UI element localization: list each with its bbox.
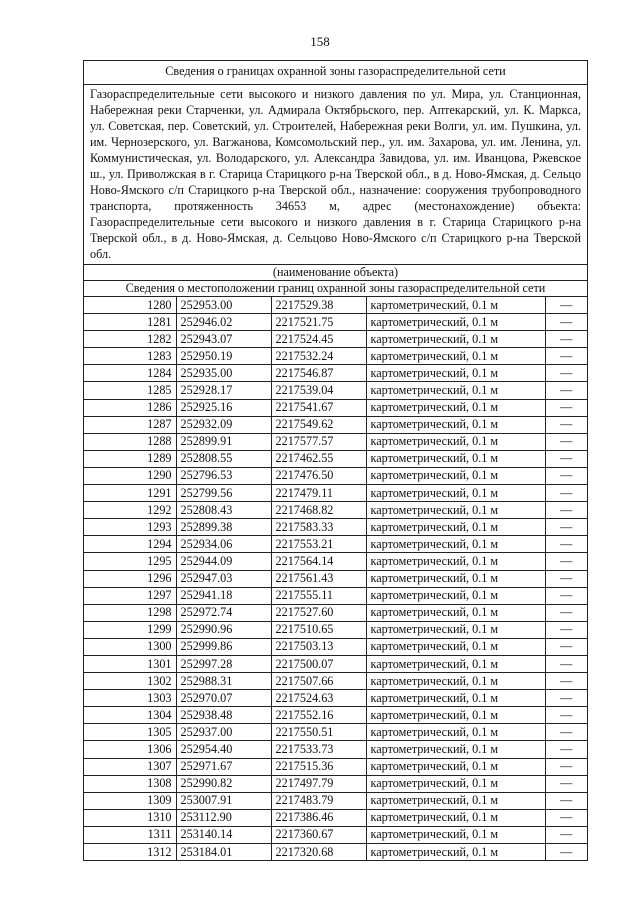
method-cell: картометрический, 0.1 м xyxy=(366,724,545,741)
point-number-cell: 1298 xyxy=(84,604,176,621)
x-coordinate-cell: 252947.03 xyxy=(176,570,271,587)
x-coordinate-cell: 252941.18 xyxy=(176,587,271,604)
table-row xyxy=(84,433,587,450)
note-cell: — xyxy=(545,467,587,484)
method-cell: картометрический, 0.1 м xyxy=(366,365,545,382)
x-coordinate-cell: 252796.53 xyxy=(176,467,271,484)
table-row xyxy=(84,587,587,604)
note-cell: — xyxy=(545,844,587,861)
note-cell: — xyxy=(545,536,587,553)
x-coordinate-cell: 252808.43 xyxy=(176,502,271,519)
method-cell: картометрический, 0.1 м xyxy=(366,450,545,467)
x-coordinate-cell: 252990.82 xyxy=(176,775,271,792)
note-cell: — xyxy=(545,348,587,365)
table-row xyxy=(84,348,587,365)
point-number-cell: 1304 xyxy=(84,707,176,724)
table-row xyxy=(84,450,587,467)
note-cell: — xyxy=(545,741,587,758)
table-row xyxy=(84,416,587,433)
table-row xyxy=(84,519,587,536)
y-coordinate-cell: 2217476.50 xyxy=(271,467,366,484)
x-coordinate-cell: 252808.55 xyxy=(176,450,271,467)
method-cell: картометрический, 0.1 м xyxy=(366,826,545,843)
note-cell: — xyxy=(545,587,587,604)
x-coordinate-cell: 252934.06 xyxy=(176,536,271,553)
table-row xyxy=(84,707,587,724)
y-coordinate-cell: 2217524.45 xyxy=(271,331,366,348)
y-coordinate-cell: 2217483.79 xyxy=(271,792,366,809)
note-cell: — xyxy=(545,519,587,536)
x-coordinate-cell: 252799.56 xyxy=(176,485,271,502)
point-number-cell: 1293 xyxy=(84,519,176,536)
table-row xyxy=(84,638,587,655)
protection-zone-document xyxy=(83,60,588,861)
x-coordinate-cell: 252950.19 xyxy=(176,348,271,365)
x-coordinate-cell: 252946.02 xyxy=(176,314,271,331)
point-number-cell: 1310 xyxy=(84,809,176,826)
method-cell: картометрический, 0.1 м xyxy=(366,707,545,724)
method-cell: картометрический, 0.1 м xyxy=(366,638,545,655)
y-coordinate-cell: 2217564.14 xyxy=(271,553,366,570)
note-cell: — xyxy=(545,365,587,382)
method-cell: картометрический, 0.1 м xyxy=(366,587,545,604)
table-row xyxy=(84,724,587,741)
table-row xyxy=(84,536,587,553)
note-cell: — xyxy=(545,604,587,621)
note-cell: — xyxy=(545,826,587,843)
y-coordinate-cell: 2217479.11 xyxy=(271,485,366,502)
method-cell: картометрический, 0.1 м xyxy=(366,844,545,861)
y-coordinate-cell: 2217500.07 xyxy=(271,655,366,672)
x-coordinate-cell: 252899.38 xyxy=(176,519,271,536)
point-number-cell: 1306 xyxy=(84,741,176,758)
method-cell: картометрический, 0.1 м xyxy=(366,621,545,638)
method-cell: картометрический, 0.1 м xyxy=(366,502,545,519)
note-cell: — xyxy=(545,673,587,690)
table-row xyxy=(84,826,587,843)
note-cell: — xyxy=(545,690,587,707)
point-number-cell: 1312 xyxy=(84,844,176,861)
y-coordinate-cell: 2217521.75 xyxy=(271,314,366,331)
point-number-cell: 1290 xyxy=(84,467,176,484)
note-cell: — xyxy=(545,297,587,314)
method-cell: картометрический, 0.1 м xyxy=(366,775,545,792)
y-coordinate-cell: 2217497.79 xyxy=(271,775,366,792)
x-coordinate-cell: 252899.91 xyxy=(176,433,271,450)
table-row xyxy=(84,365,587,382)
y-coordinate-cell: 2217360.67 xyxy=(271,826,366,843)
note-cell: — xyxy=(545,621,587,638)
x-coordinate-cell: 252938.48 xyxy=(176,707,271,724)
note-cell: — xyxy=(545,416,587,433)
note-cell: — xyxy=(545,553,587,570)
point-number-cell: 1297 xyxy=(84,587,176,604)
table-row xyxy=(84,809,587,826)
x-coordinate-cell: 252925.16 xyxy=(176,399,271,416)
y-coordinate-cell: 2217507.66 xyxy=(271,673,366,690)
note-cell: — xyxy=(545,382,587,399)
note-cell: — xyxy=(545,502,587,519)
point-number-cell: 1294 xyxy=(84,536,176,553)
table-row xyxy=(84,844,587,861)
method-cell: картометрический, 0.1 м xyxy=(366,741,545,758)
y-coordinate-cell: 2217503.13 xyxy=(271,638,366,655)
point-number-cell: 1311 xyxy=(84,826,176,843)
y-coordinate-cell: 2217524.63 xyxy=(271,690,366,707)
method-cell: картометрический, 0.1 м xyxy=(366,519,545,536)
note-cell: — xyxy=(545,314,587,331)
x-coordinate-cell: 252937.00 xyxy=(176,724,271,741)
point-number-cell: 1288 xyxy=(84,433,176,450)
y-coordinate-cell: 2217561.43 xyxy=(271,570,366,587)
method-cell: картометрический, 0.1 м xyxy=(366,382,545,399)
y-coordinate-cell: 2217552.16 xyxy=(271,707,366,724)
x-coordinate-cell: 252932.09 xyxy=(176,416,271,433)
x-coordinate-cell: 252972.74 xyxy=(176,604,271,621)
point-number-cell: 1303 xyxy=(84,690,176,707)
x-coordinate-cell: 252935.00 xyxy=(176,365,271,382)
point-number-cell: 1305 xyxy=(84,724,176,741)
method-cell: картометрический, 0.1 м xyxy=(366,604,545,621)
y-coordinate-cell: 2217533.73 xyxy=(271,741,366,758)
x-coordinate-cell: 252954.40 xyxy=(176,741,271,758)
x-coordinate-cell: 252990.96 xyxy=(176,621,271,638)
table-row xyxy=(84,314,587,331)
point-number-cell: 1301 xyxy=(84,655,176,672)
point-number-cell: 1286 xyxy=(84,399,176,416)
coordinates-table xyxy=(84,296,587,860)
x-coordinate-cell: 253140.14 xyxy=(176,826,271,843)
table-row xyxy=(84,570,587,587)
method-cell: картометрический, 0.1 м xyxy=(366,467,545,484)
x-coordinate-cell: 252999.86 xyxy=(176,638,271,655)
point-number-cell: 1284 xyxy=(84,365,176,382)
table-row xyxy=(84,331,587,348)
y-coordinate-cell: 2217577.57 xyxy=(271,433,366,450)
x-coordinate-cell: 253184.01 xyxy=(176,844,271,861)
table-row xyxy=(84,621,587,638)
method-cell: картометрический, 0.1 м xyxy=(366,331,545,348)
note-cell: — xyxy=(545,570,587,587)
note-cell: — xyxy=(545,433,587,450)
table-row xyxy=(84,604,587,621)
table-row xyxy=(84,297,587,314)
point-number-cell: 1296 xyxy=(84,570,176,587)
y-coordinate-cell: 2217527.60 xyxy=(271,604,366,621)
table-row xyxy=(84,758,587,775)
y-coordinate-cell: 2217320.68 xyxy=(271,844,366,861)
note-cell: — xyxy=(545,638,587,655)
method-cell: картометрический, 0.1 м xyxy=(366,553,545,570)
object-description: Газораспределительные сети высокого и низкого давления по ул. Мира, ул. Станционная, Набережная реки Старченки, ул. Адмирала Октябрьского, пер. Аптекарский, ул. К. Маркса, ул. Советская, пер. Советский, ул. Строителей, Набережная реки Волги, ул. им. Пушкина, ул. им. Чернозерского, ул. Вагжанова, Комсомольский пер., ул. им. Захарова, ул. им. Ленина, ул. Коммунистическая, ул. Володарского, ул. Александра Завидова, ул. им. Иванцова, Ржевское ш., ул. Приволжская в г. Старица Старицкого р-на Тверской обл., в д. Ново-Ямская, д. Сельцо Ново-Ямского с/п Старицкого р-на Тверской обл., назначение: сооружения трубопроводного транспорта, протяженность 34653 м, адрес (местонахождение) объекта: Газораспределительные сети высокого и низкого давления в г. Старица Старицкого р-на Тверской обл., в д. Ново-Ямская, д. Сельцово Ново-Ямского с/п Старицкого р-на Тверской обл. xyxy=(84,85,587,265)
y-coordinate-cell: 2217555.11 xyxy=(271,587,366,604)
point-number-cell: 1287 xyxy=(84,416,176,433)
y-coordinate-cell: 2217462.55 xyxy=(271,450,366,467)
y-coordinate-cell: 2217468.82 xyxy=(271,502,366,519)
object-caption: (наименование объекта) xyxy=(84,265,587,281)
x-coordinate-cell: 252928.17 xyxy=(176,382,271,399)
table-row xyxy=(84,775,587,792)
method-cell: картометрический, 0.1 м xyxy=(366,792,545,809)
note-cell: — xyxy=(545,399,587,416)
point-number-cell: 1292 xyxy=(84,502,176,519)
point-number-cell: 1285 xyxy=(84,382,176,399)
method-cell: картометрический, 0.1 м xyxy=(366,348,545,365)
page-number: 158 xyxy=(310,34,330,49)
document-title: Сведения о границах охранной зоны газораспределительной сети xyxy=(84,61,587,85)
table-row xyxy=(84,655,587,672)
x-coordinate-cell: 252943.07 xyxy=(176,331,271,348)
note-cell: — xyxy=(545,485,587,502)
note-cell: — xyxy=(545,792,587,809)
point-number-cell: 1300 xyxy=(84,638,176,655)
method-cell: картометрический, 0.1 м xyxy=(366,416,545,433)
point-number-cell: 1281 xyxy=(84,314,176,331)
note-cell: — xyxy=(545,450,587,467)
location-section-title: Сведения о местоположении границ охранной зоны газораспределительной сети xyxy=(125,281,546,295)
table-row xyxy=(84,399,587,416)
note-cell: — xyxy=(545,758,587,775)
y-coordinate-cell: 2217553.21 xyxy=(271,536,366,553)
method-cell: картометрический, 0.1 м xyxy=(366,655,545,672)
x-coordinate-cell: 252997.28 xyxy=(176,655,271,672)
point-number-cell: 1308 xyxy=(84,775,176,792)
method-cell: картометрический, 0.1 м xyxy=(366,690,545,707)
y-coordinate-cell: 2217549.62 xyxy=(271,416,366,433)
x-coordinate-cell: 252953.00 xyxy=(176,297,271,314)
table-row xyxy=(84,741,587,758)
method-cell: картометрический, 0.1 м xyxy=(366,399,545,416)
x-coordinate-cell: 253112.90 xyxy=(176,809,271,826)
method-cell: картометрический, 0.1 м xyxy=(366,433,545,450)
point-number-cell: 1283 xyxy=(84,348,176,365)
note-cell: — xyxy=(545,724,587,741)
table-row xyxy=(84,792,587,809)
y-coordinate-cell: 2217541.67 xyxy=(271,399,366,416)
table-row xyxy=(84,382,587,399)
note-cell: — xyxy=(545,775,587,792)
y-coordinate-cell: 2217529.38 xyxy=(271,297,366,314)
note-cell: — xyxy=(545,707,587,724)
y-coordinate-cell: 2217539.04 xyxy=(271,382,366,399)
y-coordinate-cell: 2217546.87 xyxy=(271,365,366,382)
table-row xyxy=(84,690,587,707)
table-row xyxy=(84,502,587,519)
point-number-cell: 1289 xyxy=(84,450,176,467)
note-cell: — xyxy=(545,809,587,826)
note-cell: — xyxy=(545,655,587,672)
y-coordinate-cell: 2217532.24 xyxy=(271,348,366,365)
method-cell: картометрический, 0.1 м xyxy=(366,485,545,502)
table-row xyxy=(84,485,587,502)
y-coordinate-cell: 2217386.46 xyxy=(271,809,366,826)
note-cell: — xyxy=(545,331,587,348)
y-coordinate-cell: 2217510.65 xyxy=(271,621,366,638)
point-number-cell: 1309 xyxy=(84,792,176,809)
y-coordinate-cell: 2217583.33 xyxy=(271,519,366,536)
method-cell: картометрический, 0.1 м xyxy=(366,314,545,331)
x-coordinate-cell: 252944.09 xyxy=(176,553,271,570)
table-row xyxy=(84,553,587,570)
table-row xyxy=(84,673,587,690)
point-number-cell: 1302 xyxy=(84,673,176,690)
method-cell: картометрический, 0.1 м xyxy=(366,673,545,690)
y-coordinate-cell: 2217515.36 xyxy=(271,758,366,775)
method-cell: картометрический, 0.1 м xyxy=(366,536,545,553)
method-cell: картометрический, 0.1 м xyxy=(366,758,545,775)
x-coordinate-cell: 252971.67 xyxy=(176,758,271,775)
point-number-cell: 1282 xyxy=(84,331,176,348)
x-coordinate-cell: 252970.07 xyxy=(176,690,271,707)
point-number-cell: 1280 xyxy=(84,297,176,314)
y-coordinate-cell: 2217550.51 xyxy=(271,724,366,741)
point-number-cell: 1295 xyxy=(84,553,176,570)
method-cell: картометрический, 0.1 м xyxy=(366,809,545,826)
point-number-cell: 1307 xyxy=(84,758,176,775)
method-cell: картометрический, 0.1 м xyxy=(366,570,545,587)
x-coordinate-cell: 253007.91 xyxy=(176,792,271,809)
point-number-cell: 1291 xyxy=(84,485,176,502)
x-coordinate-cell: 252988.31 xyxy=(176,673,271,690)
method-cell: картометрический, 0.1 м xyxy=(366,297,545,314)
table-row xyxy=(84,467,587,484)
point-number-cell: 1299 xyxy=(84,621,176,638)
